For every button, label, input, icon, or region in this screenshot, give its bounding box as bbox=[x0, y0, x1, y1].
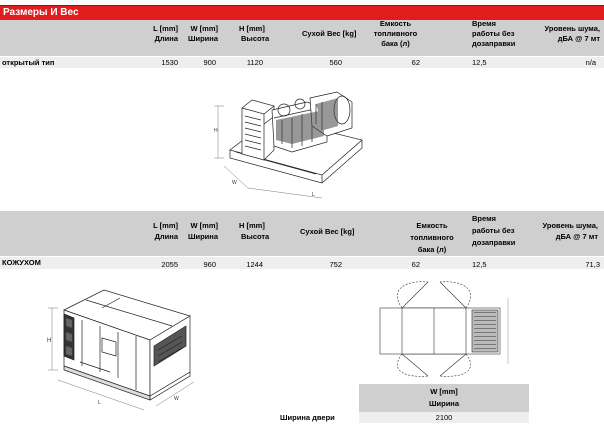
t1-row-name: открытый тип bbox=[2, 58, 55, 67]
t2-hdr-tank3: бака (л) bbox=[417, 245, 447, 254]
t1-hdr-h2: Высота bbox=[241, 34, 270, 43]
t2-row-l: 2055 bbox=[161, 260, 178, 269]
t2-hdr-run2: работы без bbox=[472, 226, 515, 235]
open-dim-l: L bbox=[312, 192, 315, 198]
t1-row-l: 1530 bbox=[161, 58, 178, 67]
open-dim-h: H bbox=[214, 128, 218, 134]
door-label: Ширина двери bbox=[280, 413, 335, 422]
open-genset-drawing bbox=[212, 80, 372, 200]
t1-row-run: 12,5 bbox=[472, 58, 487, 67]
t2-hdr-h2: Высота bbox=[241, 232, 270, 241]
t1-hdr-l1: L [mm] bbox=[153, 24, 178, 33]
t2-row-run: 12,5 bbox=[472, 260, 487, 269]
door-value: 2100 bbox=[435, 413, 453, 422]
t2-hdr-tank2: топливного bbox=[410, 233, 454, 242]
t1-row-weight: 560 bbox=[329, 58, 342, 67]
t2-row-w: 960 bbox=[203, 260, 216, 269]
t2-hdr-run1: Время bbox=[472, 214, 496, 223]
t1-hdr-run1: Время bbox=[472, 19, 496, 28]
t1-hdr-noise2: дБА @ 7 мт bbox=[557, 34, 600, 43]
t2-row-weight: 752 bbox=[329, 260, 342, 269]
t2-hdr-w2: Ширина bbox=[187, 232, 218, 241]
t1-row-noise: n/a bbox=[585, 58, 596, 67]
t1-row-h: 1120 bbox=[246, 58, 263, 67]
t1-hdr-w2: Ширина bbox=[187, 34, 218, 43]
t2-hdr-run3: дозаправки bbox=[472, 238, 516, 247]
t1-hdr-run3: дозаправки bbox=[472, 39, 516, 48]
section-title: Размеры И Вес bbox=[3, 7, 79, 18]
t1-hdr-weight: Сухой Вес [kg] bbox=[302, 29, 357, 38]
t2-hdr-weight: Сухой Вес [kg] bbox=[300, 227, 355, 236]
open-dim-w: W bbox=[232, 180, 237, 186]
t2-hdr-h1: H [mm] bbox=[239, 221, 265, 230]
enclosed-dim-h: H bbox=[47, 338, 52, 344]
t2-hdr-l1: L [mm] bbox=[153, 221, 178, 230]
t2-row-noise: 71,3 bbox=[585, 260, 600, 269]
t1-row-tank: 62 bbox=[411, 58, 420, 67]
t1-hdr-tank1: Емкость bbox=[379, 19, 412, 28]
t1-hdr-h1: H [mm] bbox=[239, 24, 265, 33]
enclosed-genset-drawing bbox=[40, 280, 200, 420]
enclosed-dim-w: W bbox=[174, 396, 179, 402]
t2-hdr-noise2: дБА @ 7 мт bbox=[555, 232, 598, 241]
t2-hdr-l2: Длина bbox=[154, 232, 178, 241]
t2-hdr-noise1: Уровень шума, bbox=[542, 221, 598, 230]
t2-row-tank: 62 bbox=[411, 260, 420, 269]
t1-row-w: 900 bbox=[203, 58, 216, 67]
t1-hdr-noise1: Уровень шума, bbox=[544, 24, 600, 33]
t2-hdr-w1: W [mm] bbox=[190, 221, 218, 230]
t1-hdr-l2: Длина bbox=[154, 34, 178, 43]
top-view-doors-drawing bbox=[368, 278, 518, 378]
t1-hdr-tank2: топливного bbox=[373, 29, 418, 38]
door-hdr-1: W [mm] bbox=[430, 387, 458, 396]
t1-hdr-tank3: бака (л) bbox=[381, 39, 410, 48]
t2-hdr-tank1: Емкость bbox=[416, 221, 448, 230]
t2-row-h: 1244 bbox=[246, 260, 263, 269]
t2-row-name: КОЖУХОМ bbox=[2, 258, 41, 267]
door-hdr-2: Ширина bbox=[428, 399, 460, 408]
enclosed-dim-l: L bbox=[98, 400, 101, 406]
t1-hdr-w1: W [mm] bbox=[190, 24, 218, 33]
t1-hdr-run2: работы без bbox=[472, 29, 515, 38]
